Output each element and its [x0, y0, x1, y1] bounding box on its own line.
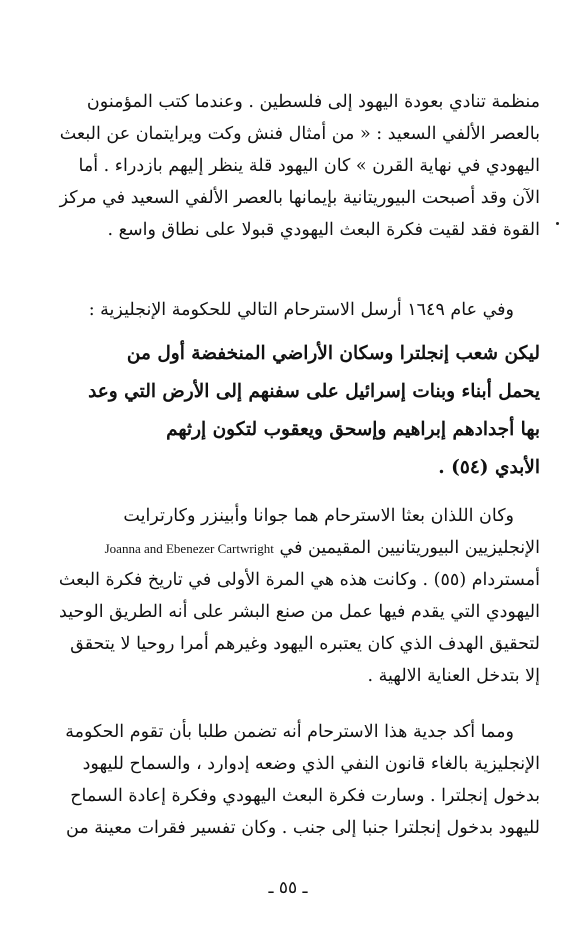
paragraph-petition-intro	[38, 294, 540, 326]
text-line-mixed	[38, 532, 540, 564]
text-line: بدخول إنجلترا . وسارت فكرة البعث اليهودي وفكرة إعادة السماح	[70, 786, 540, 806]
text-line: ومما أكد جدية هذا الاسترحام أنه تضمن طلبا بأن تقوم الحكومة	[65, 722, 514, 742]
paragraph-seriousness	[38, 716, 540, 844]
text-line: وفي عام ١٦٤٩ أرسل الاسترحام التالي للحكومة الإنجليزية :	[88, 300, 514, 320]
block-quote-petition	[38, 335, 540, 487]
text-line: الإنجليزية بالغاء قانون النفي الذي وضعه إدوارد ، والسماح لليهود	[82, 754, 540, 774]
text-line: القوة فقد لقيت فكرة البعث اليهودي قبولا على نطاق واسع .	[107, 220, 540, 240]
quote-line: ليكن شعب إنجلترا وسكان الأراضي المنخفضة أول من	[126, 343, 540, 364]
text-line: اليهودي التي يقدم فيها عمل من صنع البشر على أنه الطريق الوحيد	[59, 602, 540, 622]
text-line: الآن وقد أصبحت البيوريتانية بإيمانها بالعصر الألفي السعيد في مركز	[59, 188, 540, 208]
latin-names: Joanna and Ebenezer Cartwright	[104, 541, 274, 556]
paragraph-intro	[38, 86, 540, 246]
print-speck	[556, 222, 559, 225]
quote-line: يحمل أبناء وبنات إسرائيل على سفنهم إلى الأرض التي وعد	[88, 381, 540, 402]
quote-line: بها أجدادهم إبراهيم وإسحق ويعقوب لتكون إرثهم	[166, 419, 540, 440]
paragraph-cartwright	[38, 500, 540, 692]
page-number: ـ ٥٥ ـ	[268, 878, 308, 898]
text-line: إلا بتدخل العناية الالهية .	[367, 666, 540, 686]
text-line: بالعصر الألفي السعيد : « من أمثال فنش وكت ويرايتمان عن البعث	[59, 124, 540, 144]
text-line: اليهودي في نهاية القرن » كان اليهود قلة ينظر إليهم بازدراء . أما	[78, 156, 540, 176]
text-line: أمستردام (٥٥) . وكانت هذه هي المرة الأولى في تاريخ فكرة البعث	[58, 570, 540, 590]
text-line: لليهود بدخول إنجلترا جنبا إلى جنب . وكان تفسير فقرات معينة من	[66, 818, 540, 838]
text-line: منظمة تنادي بعودة اليهود إلى فلسطين . وعندما كتب المؤمنون	[86, 92, 540, 112]
text-line: لتحقيق الهدف الذي كان يعتبره اليهود وغيرهم أمرا روحيا لا يتحقق	[70, 634, 540, 654]
text-line: وكان اللذان بعثا الاسترحام هما جوانا وأبينزر وكارترايت	[123, 506, 514, 526]
quote-line: الأبدي (٥٤) .	[438, 457, 540, 478]
arabic-segment: الإنجليزيين البيوريتانيين المقيمين في	[279, 538, 540, 558]
